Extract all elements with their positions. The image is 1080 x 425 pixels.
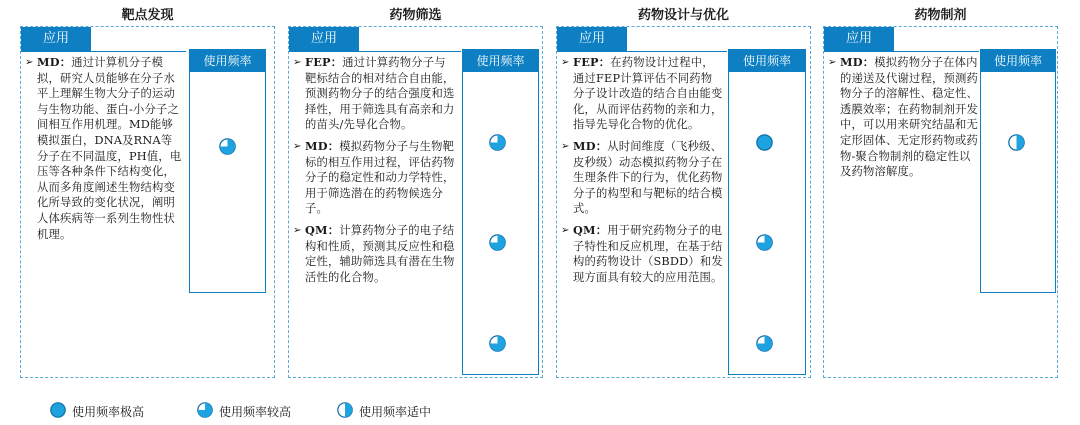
legend-label: 使用频率适中 xyxy=(359,405,432,419)
frequency-box xyxy=(462,49,539,375)
frequency-pie-icon xyxy=(756,335,773,352)
panel-body xyxy=(561,55,723,291)
tag-underline xyxy=(824,51,979,52)
application-tag: 应用 xyxy=(557,27,627,51)
application-tag: 应用 xyxy=(21,27,91,51)
panel-target-discovery xyxy=(20,26,275,378)
list-item: ➢ QM：计算药物分子的电子结构和性质，预测其反应性和稳定性，辅助筛选具有潜在生物活性的化合物。 xyxy=(293,222,455,284)
arrow-bullet-icon: ➢ xyxy=(828,57,837,68)
frequency-box xyxy=(189,49,266,293)
application-tag: 应用 xyxy=(824,27,894,51)
list-item: ➢ MD：模拟药物分子与生物靶标的相互作用过程，评估药物分子的稳定性和动力学特性，用于筛选潜在的药物候选分子。 xyxy=(293,138,455,216)
list-item: ➢ FEP：通过计算药物分子与靶标结合的相对结合自由能，预测药物分子的结合强度和选择性，用于筛选具有高亲和力的苗头/先导化合物。 xyxy=(293,55,455,132)
list-item: ➢ FEP：在药物设计过程中，通过FEP计算评估不同药物分子设计改造的结合自由能变化，从而评估药物的亲和力，指导先导化合物的优化。 xyxy=(561,55,723,132)
legend-label: 使用频率较高 xyxy=(219,405,292,419)
column-title-drug-design: 药物设计与优化 xyxy=(637,8,729,23)
arrow-bullet-icon: ➢ xyxy=(561,224,570,236)
frequency-pie-icon xyxy=(489,234,506,251)
arrow-bullet-icon: ➢ xyxy=(293,57,302,68)
frequency-box xyxy=(980,49,1056,293)
panel-body xyxy=(25,55,183,248)
arrow-bullet-icon: ➢ xyxy=(561,140,570,152)
frequency-box xyxy=(728,49,806,375)
legend-label: 使用频率极高 xyxy=(72,405,145,419)
list-item: ➢ QM：用于研究药物分子的电子特性和反应机理，在基于结构的药物设计（SBDD）和发现方面具有较大的应用范围。 xyxy=(561,222,723,284)
column-title-target-discovery: 靶点发现 xyxy=(121,8,174,23)
arrow-bullet-icon: ➢ xyxy=(25,57,34,68)
column-title-formulation: 药物制剂 xyxy=(914,8,967,23)
frequency-header: 使用频率 xyxy=(729,50,805,72)
arrow-bullet-icon: ➢ xyxy=(293,224,302,236)
list-item: ➢ MD：通过计算机分子模拟，研究人员能够在分子水平上理解生物大分子的运动与生物功能、蛋白-小分子之间相互作用机理。MD能够模拟蛋白，DNA及RNA等分子在不同温度，PH值，电压等各种条件下结构变化，从而多角度阐述生物结构变化所导致的变化状况，阐明人体疾病等一系列生物性状机理。 xyxy=(25,55,182,241)
frequency-pie-icon xyxy=(756,234,773,251)
frequency-header: 使用频率 xyxy=(463,50,538,72)
frequency-pie-icon xyxy=(219,138,236,155)
full-pie-icon xyxy=(50,402,66,418)
tag-underline xyxy=(289,51,461,52)
tag-underline xyxy=(557,51,727,52)
panel-body xyxy=(828,55,978,186)
list-item: ➢ MD：模拟药物分子在体内的递送及代谢过程，预测药物分子的溶解性、稳定性、透膜效率；在药物制剂开发中，可以用来研究结晶和无定形固体、无定形药物或药物-聚合物制剂的稳定性以及药物溶解度。 xyxy=(828,55,978,179)
frequency-pie-icon xyxy=(1008,134,1025,151)
panel-body xyxy=(293,55,457,291)
application-tag: 应用 xyxy=(289,27,359,51)
frequency-header: 使用频率 xyxy=(981,50,1055,72)
arrow-bullet-icon: ➢ xyxy=(293,140,302,152)
list-item: ➢ MD：从时间维度（飞秒级、皮秒级）动态模拟药物分子在生理条件下的行为，优化药物分子的构型和与靶标的结合模式。 xyxy=(561,138,723,216)
half-pie-icon xyxy=(337,402,353,418)
frequency-header: 使用频率 xyxy=(190,50,265,72)
tag-underline xyxy=(21,51,186,52)
panel-drug-design xyxy=(556,26,811,378)
frequency-pie-icon xyxy=(756,134,773,151)
arrow-bullet-icon: ➢ xyxy=(561,57,570,68)
column-title-drug-screening: 药物筛选 xyxy=(389,8,442,23)
frequency-pie-icon xyxy=(489,134,506,151)
panel-formulation xyxy=(823,26,1058,378)
three-quarter-pie-icon xyxy=(197,402,213,418)
panel-drug-screening xyxy=(288,26,543,378)
frequency-pie-icon xyxy=(489,335,506,352)
